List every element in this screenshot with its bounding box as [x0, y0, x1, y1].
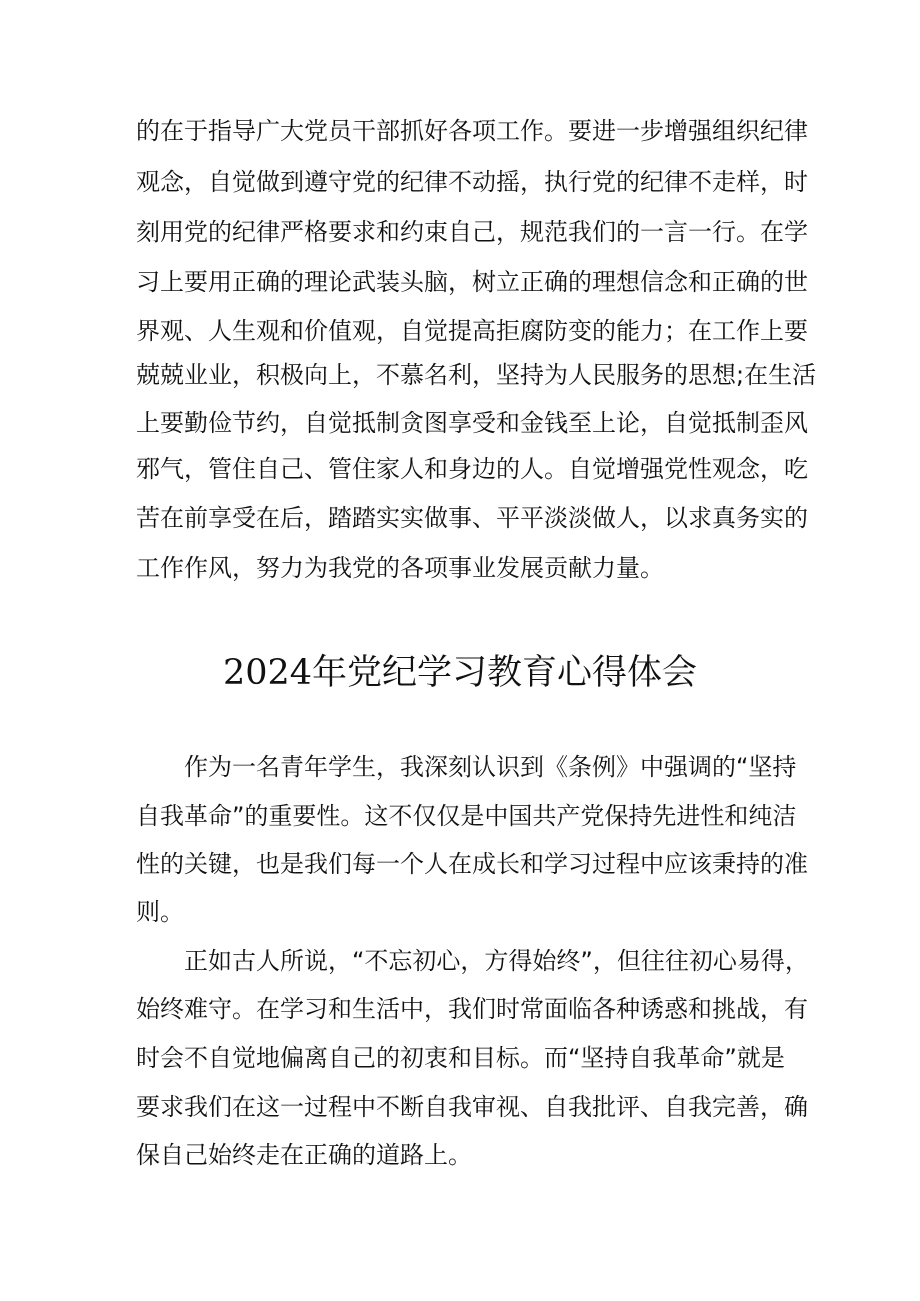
text-line: 习上要用正确的理论武装头脑，树立正确的理想信念和正确的世	[136, 268, 808, 296]
text-line: 正如古人所说，“不忘初心，方得始终”，但往往初心易得，	[184, 947, 809, 975]
text-line: 始终难守。在学习和生活中，我们时常面临各种诱惑和挑战，有	[136, 995, 808, 1023]
text-line: 界观、人生观和价值观，自觉提高拒腐防变的能力；在工作上要	[136, 317, 808, 345]
text-line: 上要勤俭节约，自觉抵制贪图享受和金钱至上论，自觉抵制歪风	[136, 409, 808, 437]
text-line: 观念，自觉做到遵守党的纪律不动摇，执行党的纪律不走样，时	[136, 168, 808, 196]
text-line: 工作作风，努力为我党的各项事业发展贡献力量。	[136, 554, 664, 582]
text-line: 作为一名青年学生，我深刻认识到《条例》中强调的“坚持	[184, 753, 797, 781]
text-line: 性的关键，也是我们每一个人在成长和学习过程中应该秉持的准	[136, 850, 808, 878]
text-line: 则。	[136, 898, 184, 926]
text-line: 刻用党的纪律严格要求和约束自己，规范我们的一言一行。在学	[136, 218, 808, 246]
text-line: 兢兢业业，积极向上，不慕名利，坚持为人民服务的思想;在生活	[136, 361, 817, 389]
text-line: 邪气，管住自己、管住家人和身边的人。自觉增强党性观念，吃	[136, 455, 808, 483]
text-line: 保自己始终走在正确的道路上。	[136, 1141, 472, 1169]
text-line: 的在于指导广大党员干部抓好各项工作。要进一步增强组织纪律	[136, 117, 808, 145]
text-line: 时会不自觉地偏离自己的初衷和目标。而“坚持自我革命”就是	[136, 1044, 785, 1072]
document-title: 2024年党纪学习教育心得体会	[222, 653, 698, 693]
text-line: 自我革命”的重要性。这不仅仅是中国共产党保持先进性和纯洁	[136, 802, 797, 830]
text-line: 苦在前享受在后，踏踏实实做事、平平淡淡做人，以求真务实的	[136, 504, 808, 532]
text-line: 要求我们在这一过程中不断自我审视、自我批评、自我完善，确	[136, 1093, 808, 1121]
